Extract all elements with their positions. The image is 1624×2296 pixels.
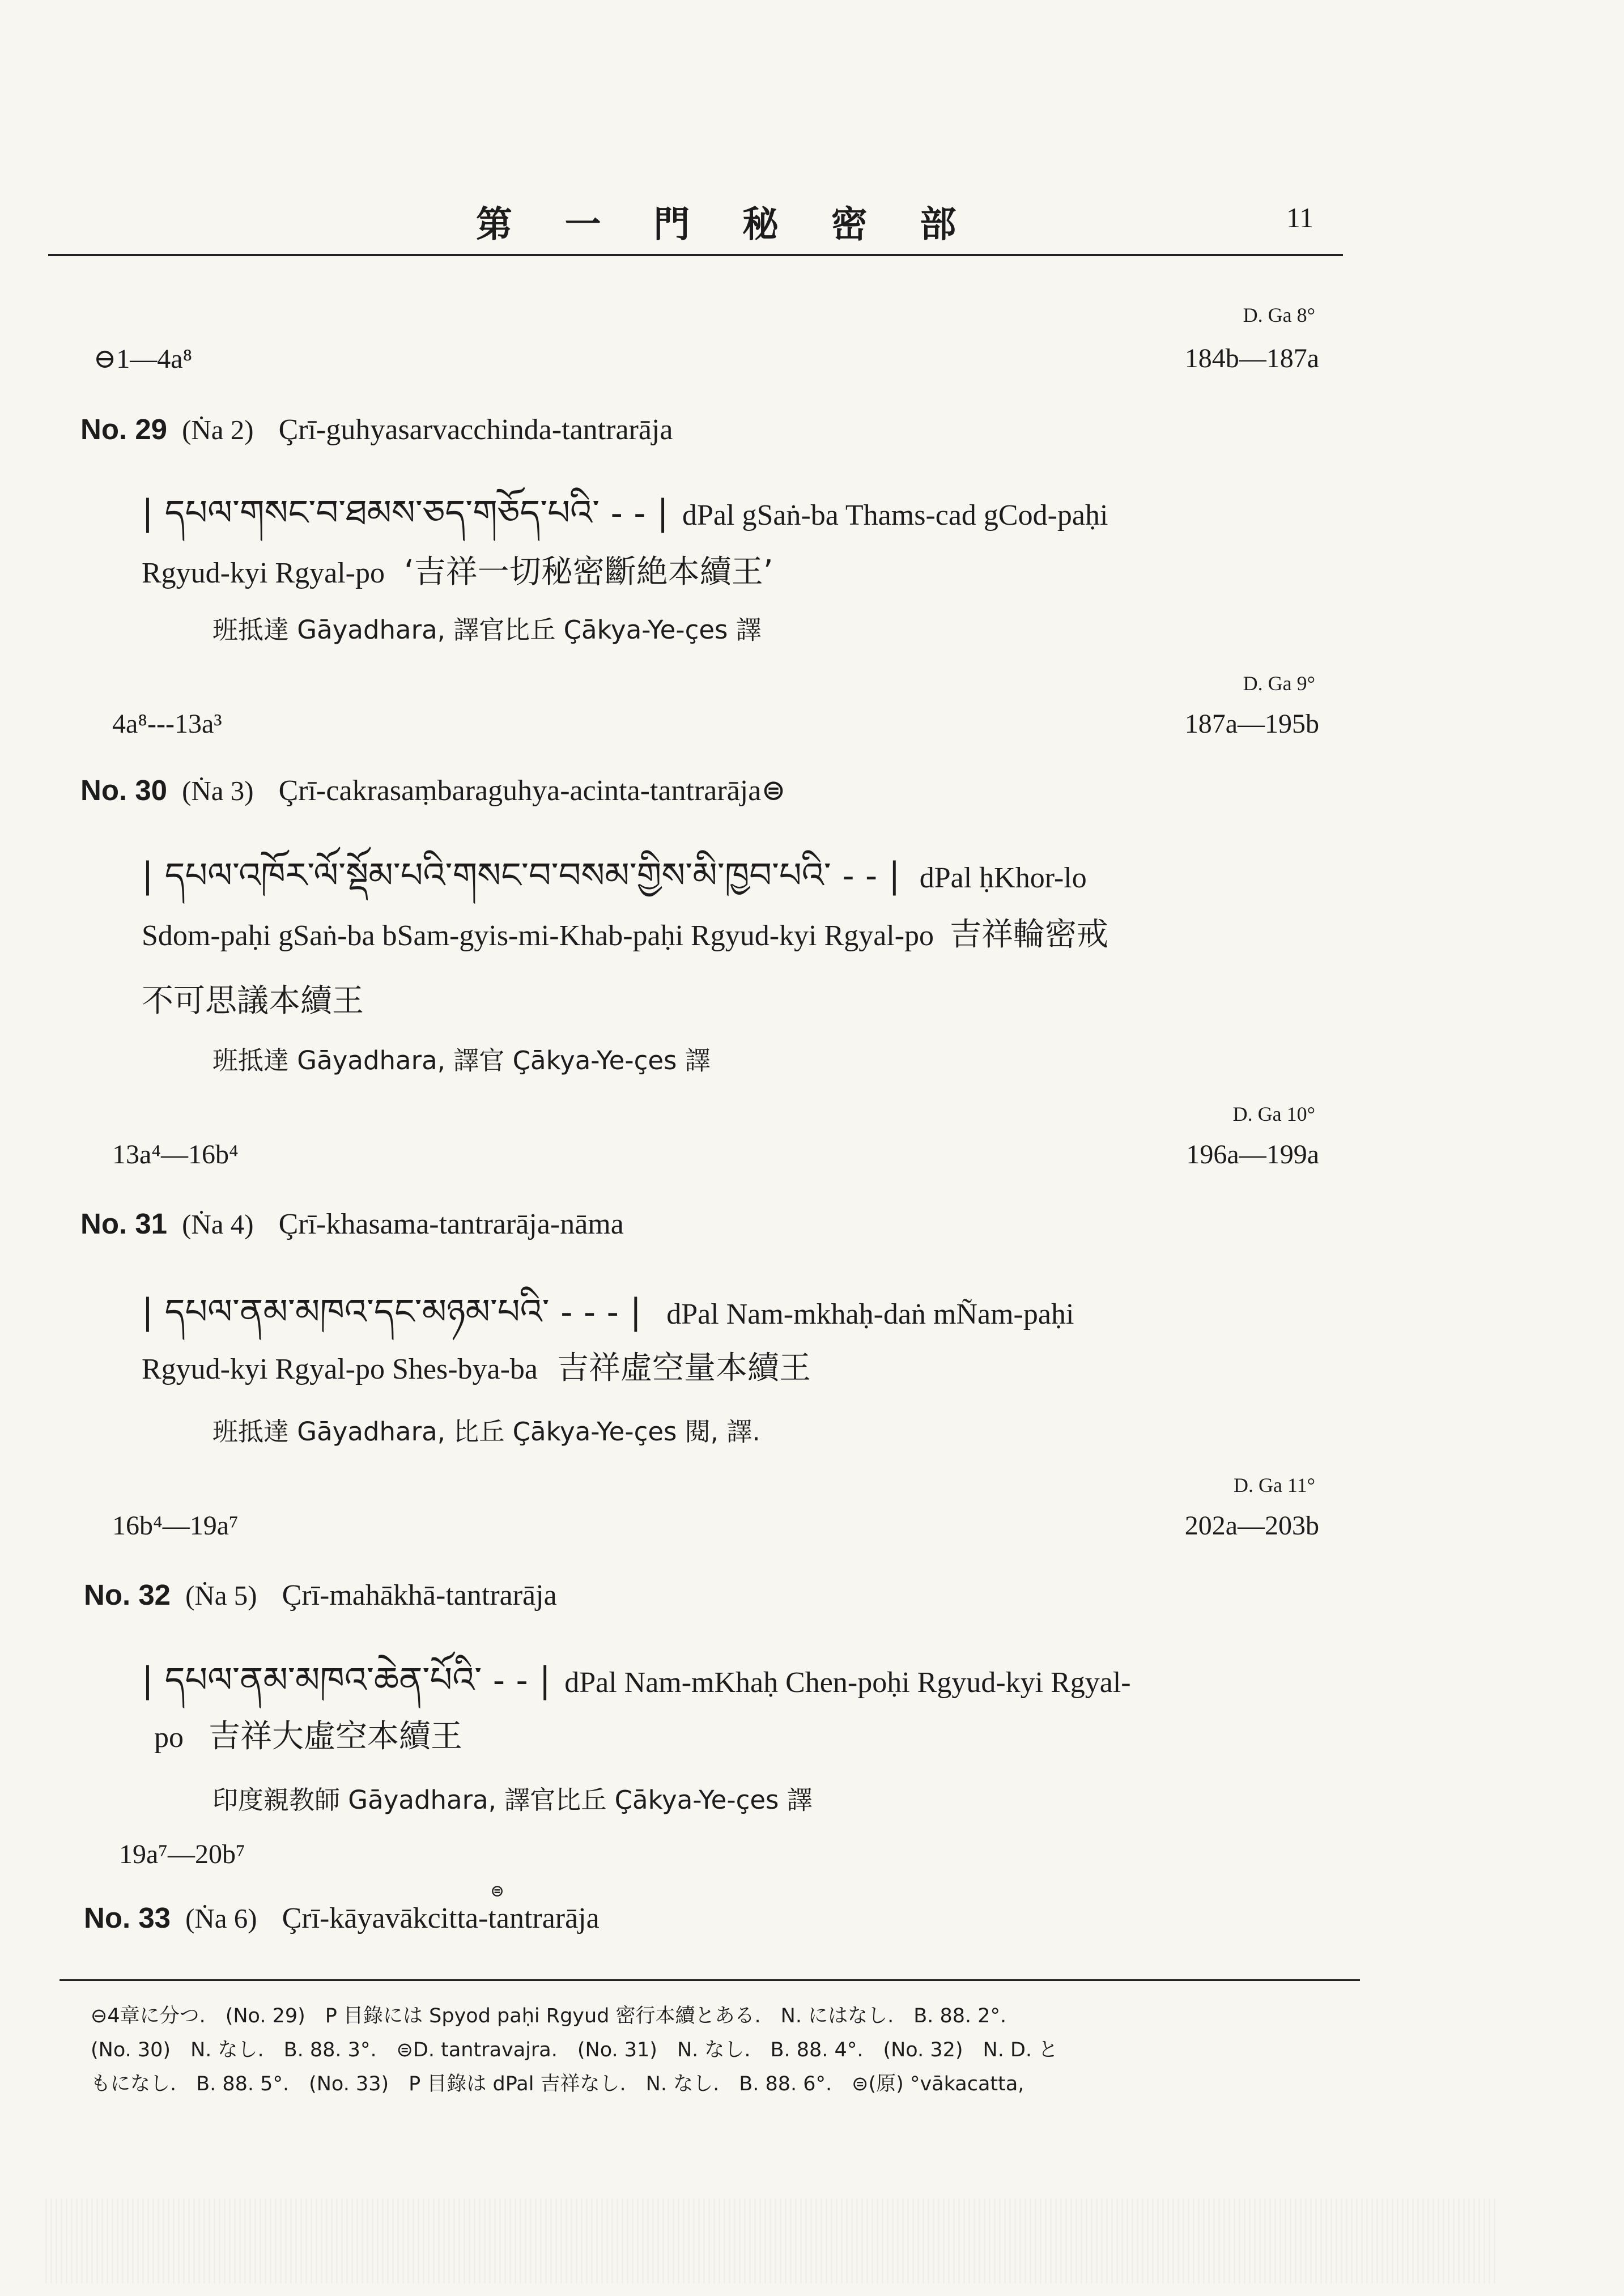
entry-number: No. 32 bbox=[84, 1579, 171, 1611]
entry-heading bbox=[80, 773, 786, 807]
translators: 印度親教師 Gāyadhara, 譯官比丘 Çākya-Ye-çes 譯 bbox=[212, 1785, 813, 1815]
entry-number: No. 31 bbox=[80, 1207, 168, 1240]
chinese-title: 吉祥虛空量本續王 bbox=[557, 1350, 811, 1387]
translators: 班抵達 Gāyadhara, 譯官 Çākya-Ye-çes 譯 bbox=[212, 1045, 711, 1075]
entry-catalogue-num: (Ṅa 5) bbox=[185, 1580, 257, 1611]
tibetan-script: | དཔལ་ནམ་མཁའ་དང་མཉམ་པའི་ - - - | bbox=[142, 1291, 642, 1332]
tibetan-translit-cont: Rgyud-kyi Rgyal-po bbox=[142, 557, 385, 589]
title-line-2 bbox=[154, 1711, 462, 1757]
right-folio: 196a—199a bbox=[1186, 1140, 1319, 1170]
chinese-title: 吉祥輪密戒 bbox=[950, 916, 1109, 953]
entry-number: No. 30 bbox=[80, 774, 168, 806]
translators: 班抵達 Gāyadhara, 比丘 Çākya-Ye-çes 閱, 譯. bbox=[212, 1417, 760, 1447]
chinese-title: 吉祥大虛空本續王 bbox=[209, 1718, 462, 1755]
sanskrit-title: Çrī-guhyasarvacchinda-tantrarāja bbox=[278, 414, 673, 446]
entry-heading bbox=[80, 1207, 624, 1241]
page-header-title: 第 一 門 秘 密 部 bbox=[476, 204, 976, 246]
left-folio: 4a⁸---13a³ bbox=[112, 709, 222, 739]
left-folio-top: ⊖1—4a⁸ bbox=[93, 344, 193, 374]
tibetan-translit: dPal Nam-mKhaḥ Chen-poḥi Rgyud-kyi Rgyal- bbox=[564, 1666, 1131, 1699]
right-folio: 202a—203b bbox=[1184, 1511, 1319, 1541]
entry-catalogue-num: (Ṅa 2) bbox=[182, 414, 254, 445]
footnote-line: ⊖4章に分つ. (No. 29) P 目錄には Spyod paḥi Rgyud 密行本續とある. N. にはなし. B. 88. 2°. bbox=[91, 2005, 1007, 2027]
entry-heading bbox=[80, 413, 673, 447]
sanskrit-title: Çrī-kāyavākcitta-tantrarāja bbox=[282, 1902, 600, 1934]
entry-heading bbox=[84, 1578, 557, 1612]
tibetan-translit-cont: po bbox=[154, 1721, 184, 1754]
sanskrit-title: Çrī-khasama-tantrarāja-nāma bbox=[278, 1208, 624, 1240]
entry-number: No. 29 bbox=[80, 413, 168, 445]
tibetan-script: | དཔལ་འཁོར་ལོ་སྡོམ་པའི་གསང་བ་བསམ་གྱིས་མི་ཁྱབ་པའི་ - - | bbox=[142, 854, 900, 896]
tibetan-translit: dPal gSaṅ-ba Thams-cad gCod-paḥi bbox=[682, 499, 1108, 532]
right-folio-top: 184b—187a bbox=[1184, 343, 1319, 373]
chinese-title: ‘吉祥一切秘密斷絶本續王’ bbox=[403, 554, 773, 590]
header-rule bbox=[48, 254, 1343, 256]
title-line-2 bbox=[142, 1343, 811, 1388]
entry-number: No. 33 bbox=[84, 1902, 171, 1934]
left-folio: 19a⁷—20b⁷ bbox=[119, 1839, 245, 1869]
entry-catalogue-num: (Ṅa 4) bbox=[182, 1209, 254, 1240]
tibetan-translit-cont: Sdom-paḥi gSaṅ-ba bSam-gyis-mi-Khab-paḥi Rgyud-kyi Rgyal-po bbox=[142, 920, 934, 952]
tibetan-translit: dPal ḥKhor-lo bbox=[919, 862, 1087, 894]
sanskrit-title: Çrī-cakrasaṃbaraguhya-acinta-tantrarāja⊜ bbox=[278, 775, 786, 807]
title-line-2 bbox=[142, 547, 773, 592]
scan-noise bbox=[45, 2199, 1496, 2284]
tibetan-script: | དཔལ་ནམ་མཁའ་ཆེན་པོའི་ - - | bbox=[142, 1659, 551, 1700]
sanskrit-title: Çrī-mahākhā-tantrarāja bbox=[282, 1579, 557, 1612]
tibetan-script: | དཔལ་གསང་བ་ཐམས་ཅད་གཅོད་པའི་ - - | bbox=[142, 492, 669, 533]
chinese-title-cont: 不可思議本續王 bbox=[142, 983, 364, 1019]
page-number: 11 bbox=[1286, 202, 1314, 233]
dref: D. Ga 10° bbox=[1232, 1103, 1315, 1125]
left-folio: 13a⁴—16b⁴ bbox=[112, 1140, 239, 1170]
translators: 班抵達 Gāyadhara, 譯官比丘 Çākya-Ye-çes 譯 bbox=[212, 615, 762, 645]
entry-heading bbox=[84, 1901, 600, 1935]
entry-catalogue-num: (Ṅa 3) bbox=[182, 775, 254, 806]
footnote-line: (No. 30) N. なし. B. 88. 3°. ⊜D. tantravajra. (No. 31) N. なし. B. 88. 4°. (No. 32) N. D. と bbox=[91, 2039, 1058, 2061]
left-folio: 16b⁴—19a⁷ bbox=[112, 1511, 239, 1541]
footnote-rule bbox=[59, 1979, 1360, 1981]
tibetan-translit-cont: Rgyud-kyi Rgyal-po Shes-bya-ba bbox=[142, 1353, 538, 1385]
footnote-line: もになし. B. 88. 5°. (No. 33) P 目錄は dPal 吉祥なし. N. なし. B. 88. 6°. ⊜(原) °vākacatta, bbox=[91, 2073, 1024, 2095]
entry-catalogue-num: (Ṅa 6) bbox=[185, 1903, 257, 1934]
dref-top: D. Ga 8° bbox=[1243, 304, 1315, 326]
right-folio: 187a—195b bbox=[1184, 709, 1319, 739]
footnote-marker: ⊜ bbox=[490, 1882, 505, 1900]
dref: D. Ga 9° bbox=[1243, 672, 1315, 695]
title-line-2 bbox=[142, 909, 1108, 955]
dref: D. Ga 11° bbox=[1233, 1474, 1315, 1496]
tibetan-translit: dPal Nam-mkhaḥ-daṅ mÑam-paḥi bbox=[666, 1298, 1074, 1330]
